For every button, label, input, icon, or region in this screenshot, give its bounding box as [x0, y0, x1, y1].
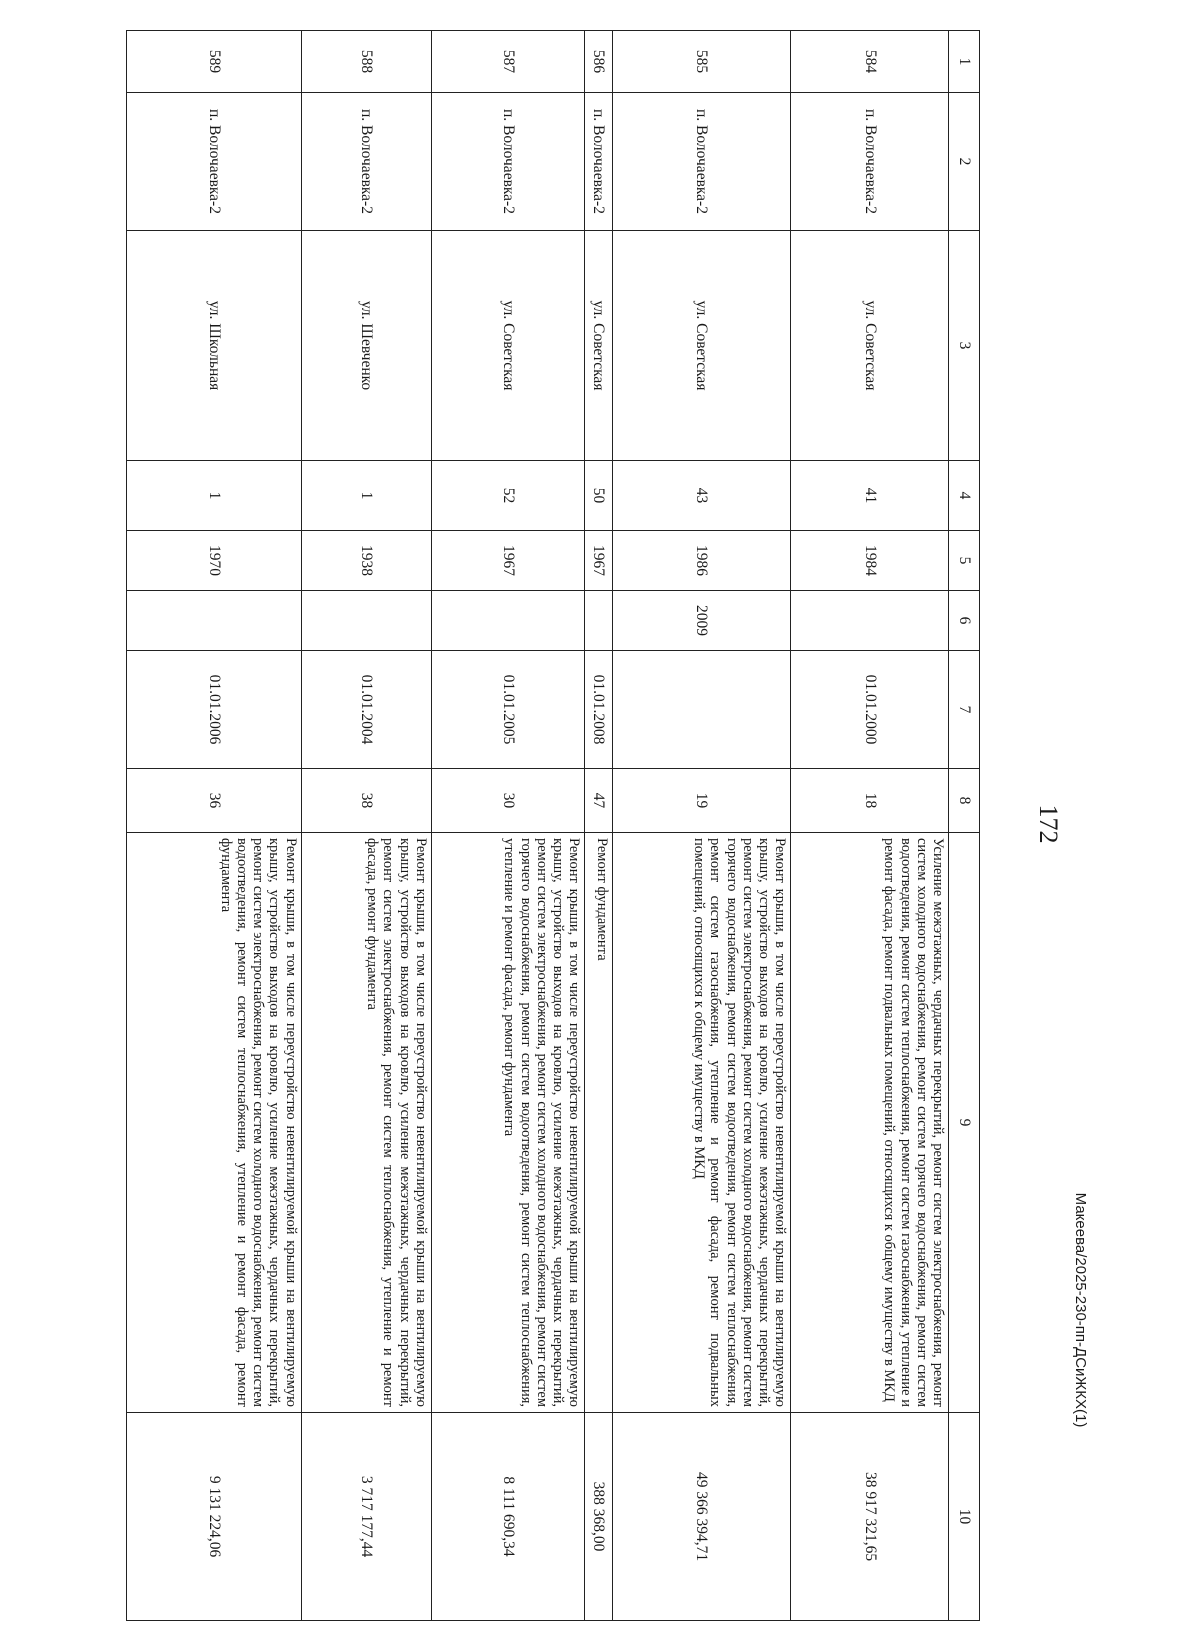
settlement-cell: п. Волочаевка-2 — [791, 93, 949, 231]
col8-cell: 18 — [791, 769, 949, 833]
works-cell: Усиление межэтажных, чердачных перекрытий, ремонт систем электроснабжения, ремонт систем холодного водоснабжения, ремонт систем горячего водоснабжения, ремонт систем водоотведения, ремонт систем теплоснабжения, ремонт систем газоснабжения, утепление и ремонт фасада, ремонт подвальных помещений, относящихся к общему имуществу в МКД — [791, 833, 949, 1413]
year-overhaul-cell — [127, 591, 302, 651]
works-cell: Ремонт крыши, в том числе переустройство невентилируемой крыши на вентилируемую крышу, устройство выходов на кровлю, усиление межэтажных, чердачных перекрытий, ремонт систем электроснабжения, ремонт систем холодного водоснабжения, ремонт систем водоотведения, ремонт систем теплоснабжения, утепление и ремонт фасада, ремонт фундамента — [127, 833, 302, 1413]
row-number: 589 — [127, 31, 302, 93]
works-cell: Ремонт фундамента — [585, 833, 612, 1413]
street-cell: ул. Советская — [612, 231, 791, 461]
column-header: 1 — [949, 31, 980, 93]
date-cell: 01.01.2006 — [127, 651, 302, 769]
year-overhaul-cell — [585, 591, 612, 651]
table-row — [431, 31, 584, 1621]
row-number: 587 — [431, 31, 584, 93]
cost-cell: 49 366 394,71 — [612, 1413, 791, 1621]
street-cell: ул. Шевченко — [301, 231, 431, 461]
street-cell: ул. Советская — [791, 231, 949, 461]
column-header: 4 — [949, 461, 980, 531]
rotated-table — [126, 30, 980, 1620]
col8-cell: 36 — [127, 769, 302, 833]
street-cell: ул. Советская — [585, 231, 612, 461]
year-overhaul-cell — [301, 591, 431, 651]
year-built-cell: 1984 — [791, 531, 949, 591]
column-header: 8 — [949, 769, 980, 833]
column-header: 3 — [949, 231, 980, 461]
year-overhaul-cell — [431, 591, 584, 651]
table-row — [585, 31, 612, 1621]
settlement-cell: п. Волочаевка-2 — [612, 93, 791, 231]
house-cell: 1 — [127, 461, 302, 531]
date-cell: 01.01.2000 — [791, 651, 949, 769]
year-built-cell: 1986 — [612, 531, 791, 591]
house-cell: 43 — [612, 461, 791, 531]
col8-cell: 38 — [301, 769, 431, 833]
settlement-cell: п. Волочаевка-2 — [127, 93, 302, 231]
header-row — [949, 31, 980, 1621]
house-cell: 1 — [301, 461, 431, 531]
table-row — [301, 31, 431, 1621]
cost-cell: 38 917 321,65 — [791, 1413, 949, 1621]
cost-cell: 8 111 690,34 — [431, 1413, 584, 1621]
column-header: 5 — [949, 531, 980, 591]
house-cell: 50 — [585, 461, 612, 531]
col8-cell: 30 — [431, 769, 584, 833]
document-footer: Макеева/2025-230-пп-ДСиЖКХ(1) — [1072, 1192, 1089, 1428]
row-number: 585 — [612, 31, 791, 93]
column-header: 2 — [949, 93, 980, 231]
column-header: 6 — [949, 591, 980, 651]
works-cell: Ремонт крыши, в том числе переустройство невентилируемой крыши на вентилируемую крышу, устройство выходов на кровлю, усиление межэтажных, чердачных перекрытий, ремонт систем электроснабжения, ремонт систем теплоснабжения, утепление и ремонт фасада, ремонт фундамента — [301, 833, 431, 1413]
settlement-cell: п. Волочаевка-2 — [585, 93, 612, 231]
date-cell: 01.01.2008 — [585, 651, 612, 769]
cost-cell: 3 717 177,44 — [301, 1413, 431, 1621]
table-row — [612, 31, 791, 1621]
street-cell: ул. Школьная — [127, 231, 302, 461]
settlement-cell: п. Волочаевка-2 — [431, 93, 584, 231]
year-overhaul-cell: 2009 — [612, 591, 791, 651]
cost-cell: 9 131 224,06 — [127, 1413, 302, 1621]
year-built-cell: 1970 — [127, 531, 302, 591]
house-cell: 52 — [431, 461, 584, 531]
col8-cell: 47 — [585, 769, 612, 833]
year-overhaul-cell — [791, 591, 949, 651]
row-number: 584 — [791, 31, 949, 93]
page-number: 172 — [1034, 804, 1063, 844]
street-cell: ул. Советская — [431, 231, 584, 461]
document-table-container — [126, 30, 980, 1620]
date-cell: 01.01.2004 — [301, 651, 431, 769]
column-header: 7 — [949, 651, 980, 769]
column-header: 10 — [949, 1413, 980, 1621]
year-built-cell: 1967 — [585, 531, 612, 591]
date-cell — [612, 651, 791, 769]
cost-cell: 388 368,00 — [585, 1413, 612, 1621]
table-row — [791, 31, 949, 1621]
year-built-cell: 1938 — [301, 531, 431, 591]
row-number: 586 — [585, 31, 612, 93]
settlement-cell: п. Волочаевка-2 — [301, 93, 431, 231]
works-cell: Ремонт крыши, в том числе переустройство невентилируемой крыши на вентилируемую крышу, устройство выходов на кровлю, усиление межэтажных, чердачных перекрытий, ремонт систем электроснабжения, ремонт систем холодного водоснабжения, ремонт систем горячего водоснабжения, ремонт систем водоотведения, ремонт систем теплоснабжения, утепление и ремонт фасада, ремонт фундамента — [431, 833, 584, 1413]
year-built-cell: 1967 — [431, 531, 584, 591]
date-cell: 01.01.2005 — [431, 651, 584, 769]
works-cell: Ремонт крыши, в том числе переустройство невентилируемой крыши на вентилируемую крышу, устройство выходов на кровлю, усиление межэтажных, чердачных перекрытий, ремонт систем электроснабжения, ремонт систем холодного водоснабжения, ремонт систем горячего водоснабжения, ремонт систем водоотведения, ремонт систем теплоснабжения, ремонт систем газоснабжения, утепление и ремонт фасада, ремонт подвальных помещений, относящихся к общему имуществу в МКД — [612, 833, 791, 1413]
col8-cell: 19 — [612, 769, 791, 833]
house-cell: 41 — [791, 461, 949, 531]
table-row — [127, 31, 302, 1621]
overhaul-program-table — [126, 30, 980, 1621]
row-number: 588 — [301, 31, 431, 93]
column-header: 9 — [949, 833, 980, 1413]
